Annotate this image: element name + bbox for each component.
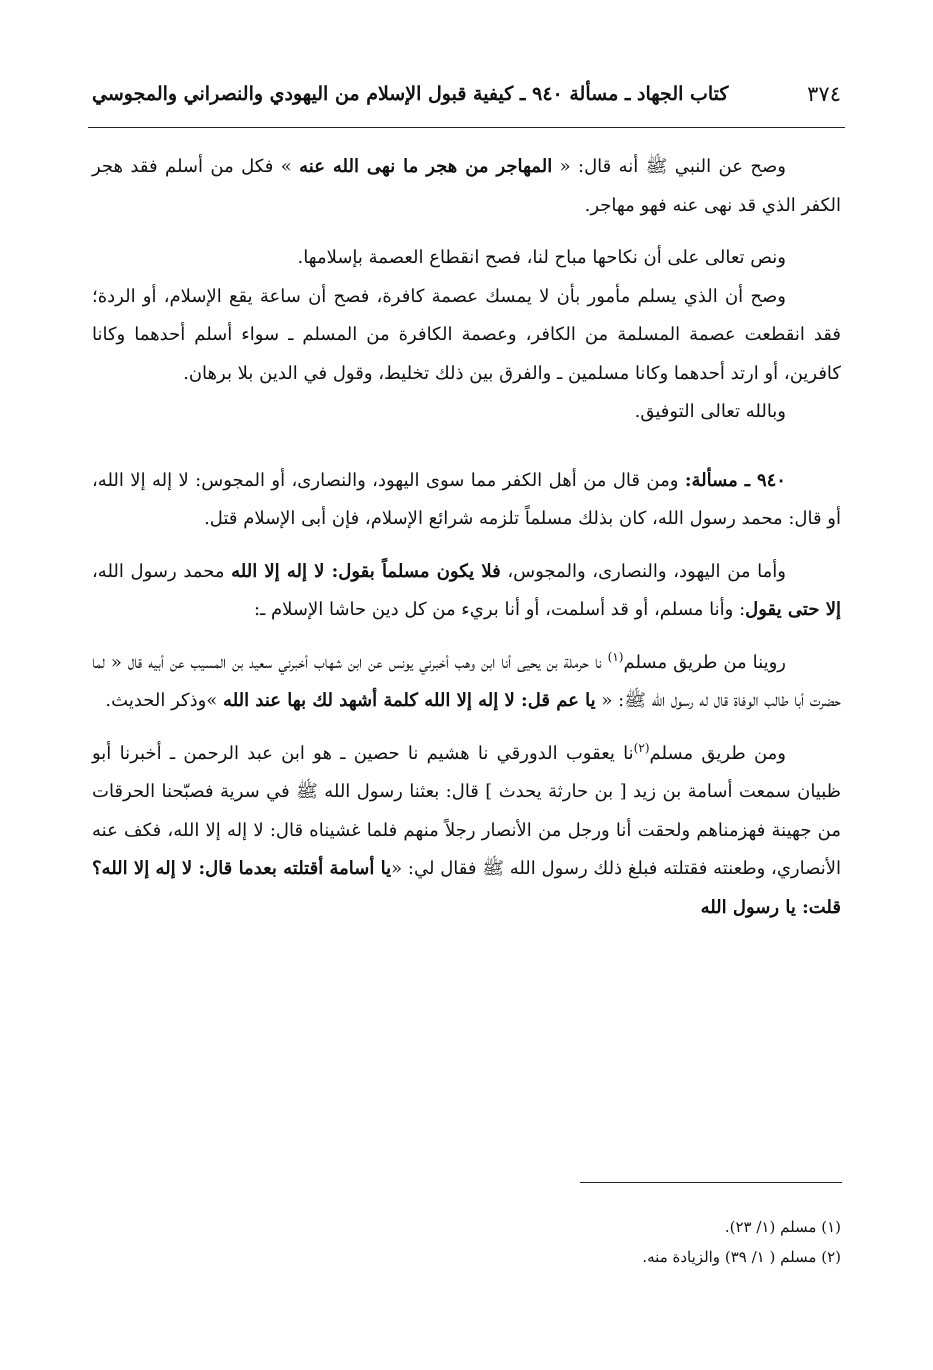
body-text — [92, 148, 841, 927]
text-run: نا يعقوب الدورقي نا هشيم نا حصين ـ هو ابن عبد الرحمن ـ أخبرنا أبو ظبيان سمعت أسامة بن زيد [ بن حارثة يحدث ] قال: بعثنا رسول الله ﷺ في سرية فصبّحنا الحرقات من جهينة فهزمناهم ولحقت أنا ورجل من الأنصار رجلاً منهم فلما غشيناه قال: لا إله إلا الله، فكف عنه الأنصاري، وطعنته فقتلته فبلغ ذلك رسول الله ﷺ فقال لي: « — [92, 742, 841, 879]
text-run: ومن طريق مسلم — [649, 742, 786, 764]
text-run: : وأنا مسلم، أو قد أسلمت، أو أنا بريء من كل دين حاشا الإسلام ـ: — [253, 599, 746, 620]
text-run: روينا من طريق مسلم — [623, 651, 786, 673]
paragraph — [92, 462, 841, 539]
footnote: (١) مسلم (١/ ٢٣). — [724, 1218, 841, 1236]
text-run: وأما من اليهود، والنصارى، والمجوس، — [500, 560, 786, 582]
page-number: ٣٧٤ — [807, 82, 841, 106]
footnote-ref: (١) — [607, 649, 624, 664]
hadith-quote: يا عم قل: لا إله إلا الله كلمة أشهد لك بها عند الله — [223, 690, 596, 711]
emphasis: إلا حتى يقول — [745, 599, 841, 620]
text-run: »وذكر الحديث. — [105, 690, 224, 711]
paragraph — [92, 644, 841, 721]
running-title: كتاب الجهاد ـ مسألة ٩٤٠ ـ كيفية قبول الإسلام من اليهودي والنصراني والمجوسي — [92, 83, 729, 105]
text-run: نا حرملة بن يحيى أنا ابن وهب أخبرني يونس عن ابن شهاب أخبرني سعيد بن المسيب عن أبيه قال « لما حضرت أبا طالب الوفاة قال له رسول الله ﷺ: « — [92, 651, 841, 711]
hadith-quote: يا أسامة أقتلته بعدما قال: لا إله إلا الله؟ قلت: يا رسول الله — [92, 858, 841, 918]
footnote-ref: (٢) — [633, 740, 650, 755]
paragraph — [92, 735, 841, 928]
paragraph — [92, 148, 841, 225]
text-run: محمد رسول الله، — [92, 560, 232, 582]
text-run: وصح عن النبي ﷺ أنه قال: « — [552, 156, 786, 177]
text-run: » فكل من أسلم فقد هجر الكفر الذي قد نهى عنه فهو مهاجر. — [92, 156, 841, 216]
issue-number-label: ٩٤٠ ـ مسألة: — [684, 469, 786, 491]
paragraph: وصح أن الذي يسلم مأمور بأن لا يمسك عصمة كافرة، فصح أن ساعة يقع الإسلام، أو الردة؛ فقد انقطعت عصمة المسلمة من الكافر، وعصمة الكافرة من المسلم ـ سواء أسلم أحدهما وكانا كافرين، أو ارتد أحدهما وكانا مسلمين ـ والفرق بين ذلك تخليط، وقول في الدين بلا برهان. — [92, 285, 841, 384]
footnotes — [92, 1212, 841, 1272]
emphasis: فلا يكون مسلماً بقول: لا إله إلا الله — [231, 560, 501, 582]
hadith-quote: المهاجر من هجر ما نهى الله عنه — [299, 156, 553, 177]
paragraph: ونص تعالى على أن نكاحها مباح لنا، فصح انقطاع العصمة بإسلامها. — [297, 247, 786, 268]
footnote-separator — [580, 1182, 842, 1183]
header-rule — [88, 127, 845, 128]
footnote: (٢) مسلم ( ١/ ٣٩) والزيادة منه. — [642, 1248, 841, 1266]
paragraph — [92, 553, 841, 630]
running-head — [92, 72, 841, 116]
text-run: ومن قال من أهل الكفر مما سوى اليهود، والنصارى، أو المجوس: لا إله إلا الله، أو قال: محمد رسول الله، كان بذلك مسلماً تلزمه شرائع الإسلام، فإن أبى الإسلام قتل. — [92, 469, 841, 529]
paragraph: وبالله تعالى التوفيق. — [634, 401, 786, 422]
